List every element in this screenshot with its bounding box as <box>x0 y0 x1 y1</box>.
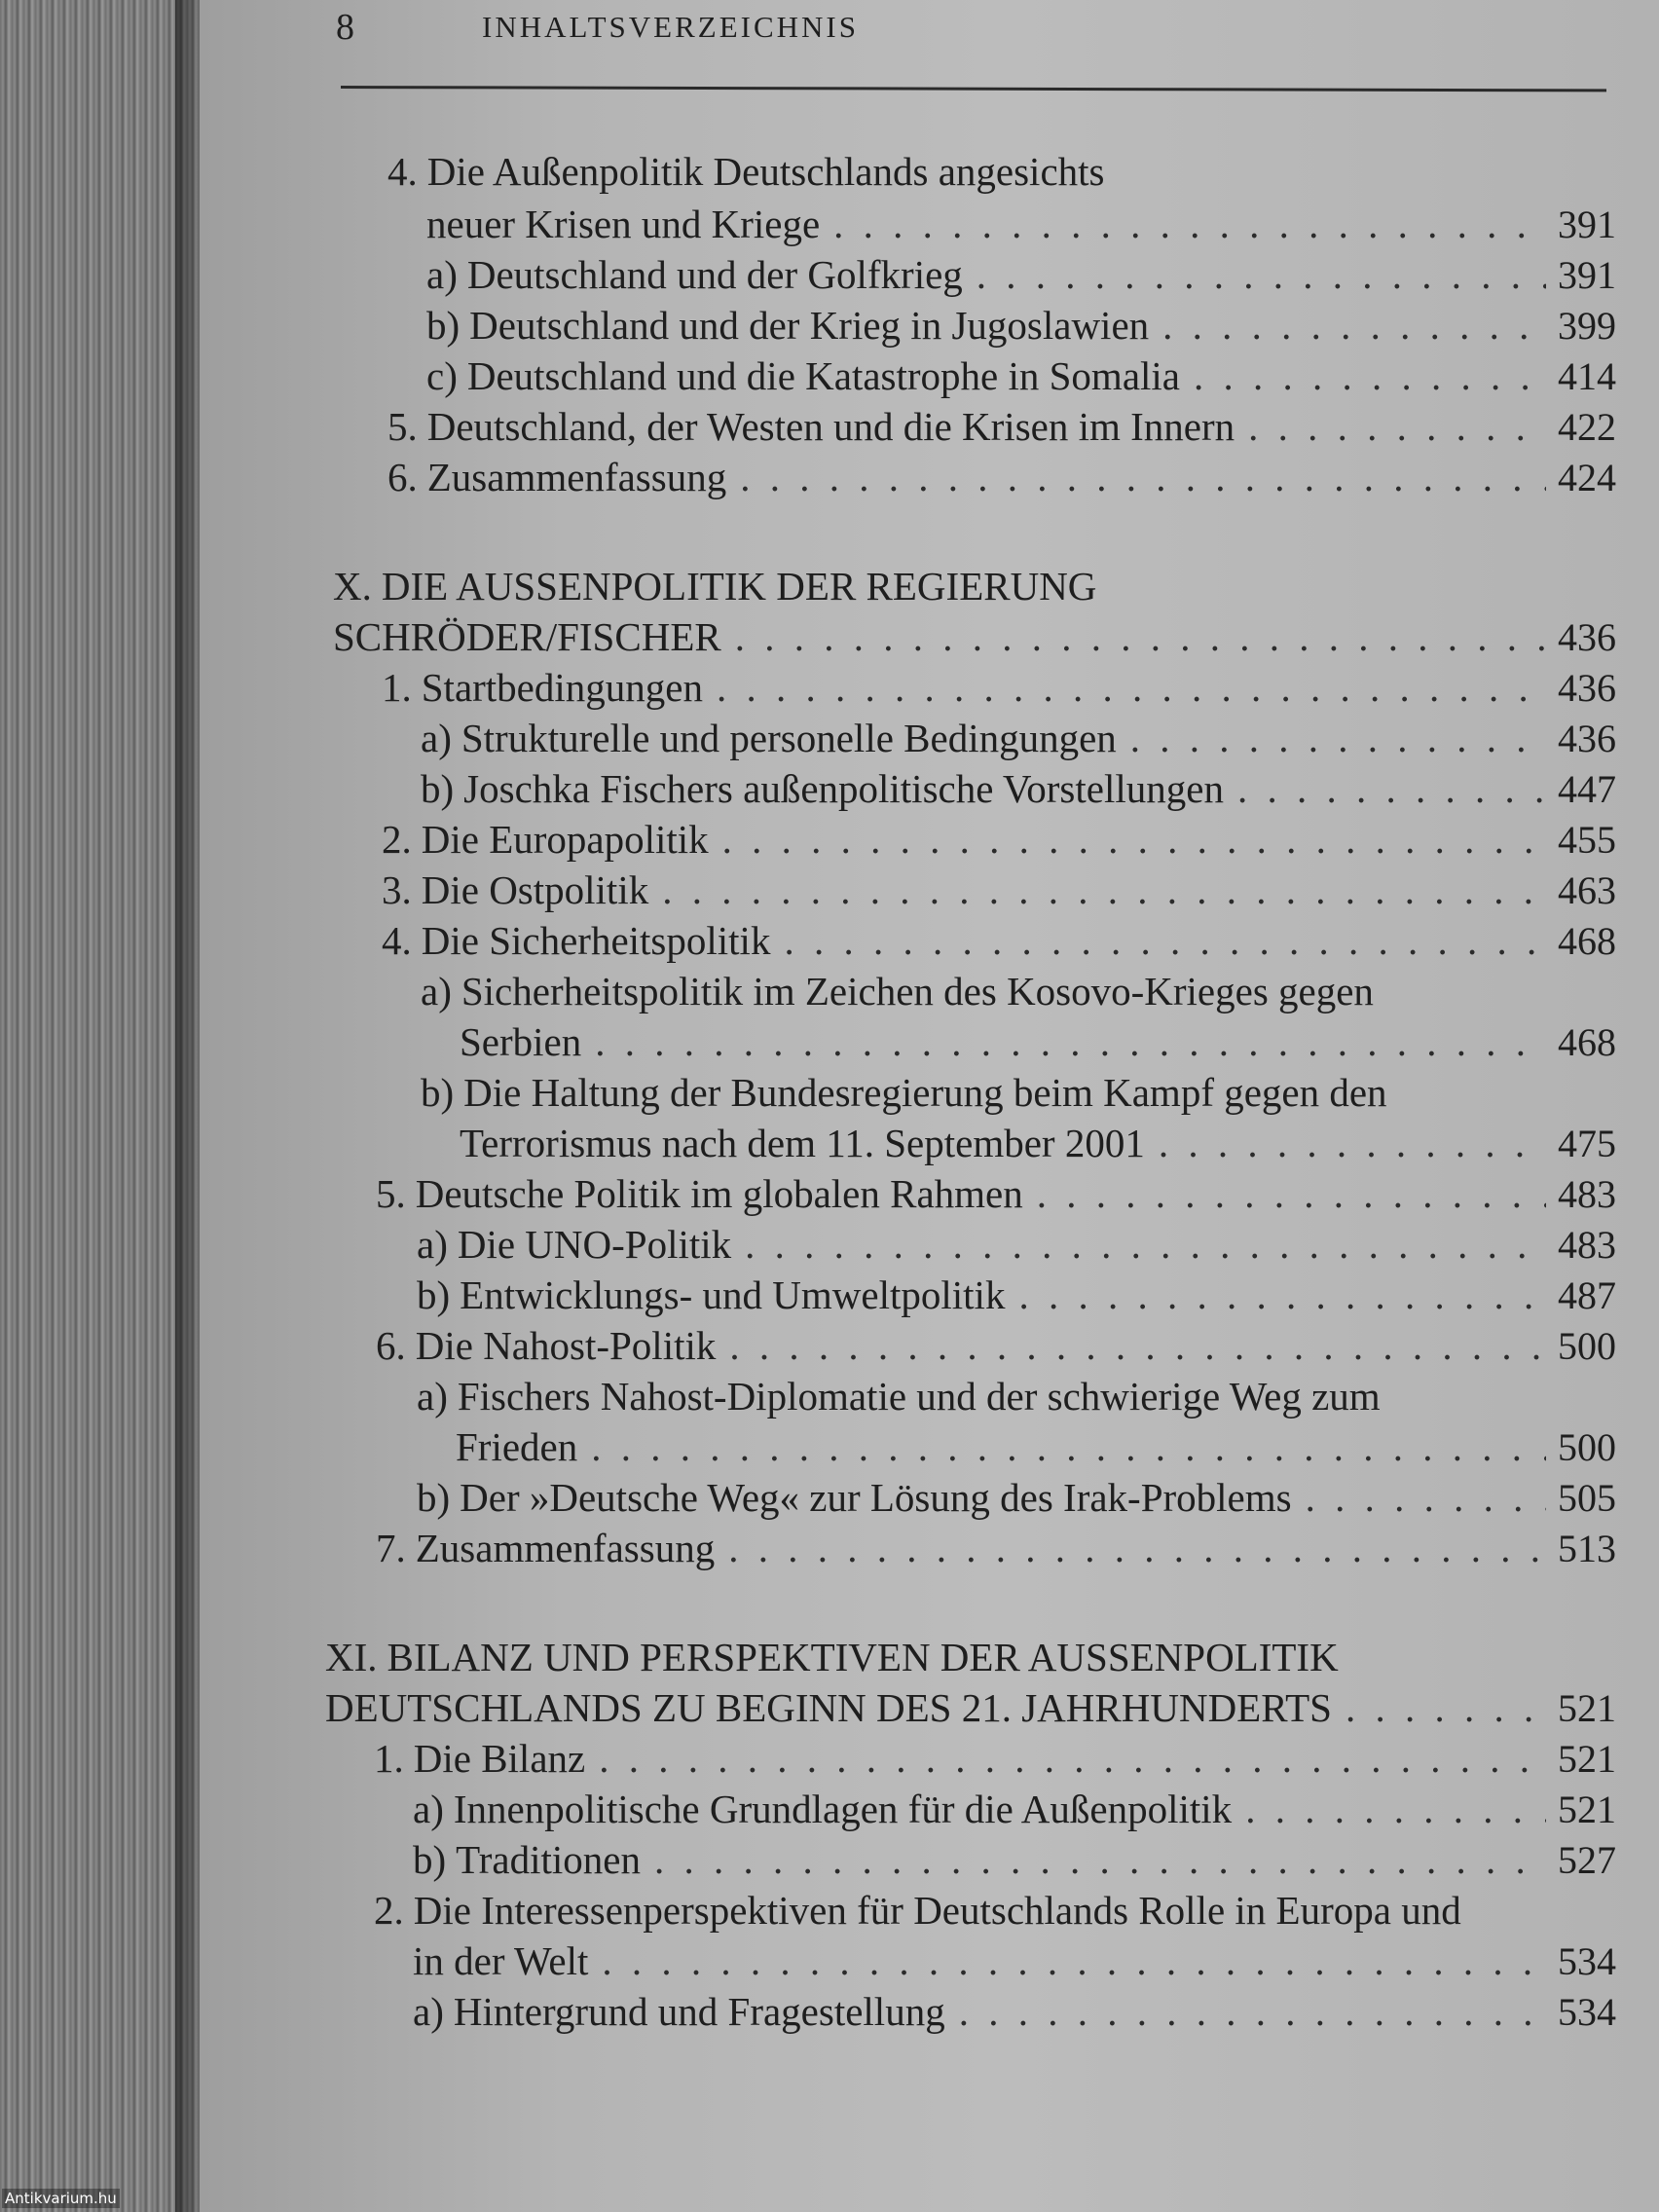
toc-page-number: 414 <box>1558 354 1616 398</box>
dot-leader <box>745 1219 1546 1270</box>
toc-entry <box>460 1118 1616 1168</box>
toc-page-number: 455 <box>1558 818 1616 862</box>
dot-leader <box>784 915 1546 966</box>
dot-leader <box>595 1016 1546 1067</box>
toc-entry-number: 4. <box>382 918 412 963</box>
toc-entry <box>413 1834 1616 1885</box>
dot-leader <box>729 1320 1546 1371</box>
dot-leader <box>1018 1270 1546 1320</box>
toc-entry-number: a) <box>417 1374 448 1419</box>
dot-leader <box>740 452 1546 502</box>
toc-entry-title: Sicherheitspolitik im Zeichen des Kosovo-Krieges gegen <box>461 969 1374 1014</box>
toc-entry-number: 3. <box>382 867 412 912</box>
toc-entry-title: Hintergrund und Fragestellung <box>453 1989 945 2034</box>
toc-entry-number: a) <box>417 1222 448 1267</box>
dot-leader <box>717 662 1546 713</box>
toc-entry <box>382 915 1616 966</box>
toc-page-number: 391 <box>1558 253 1616 297</box>
dot-leader <box>1306 1472 1546 1523</box>
toc-entry-title: Zusammenfassung <box>415 1526 716 1570</box>
toc-page-number: 436 <box>1558 666 1616 710</box>
toc-entry-title: neuer Krisen und Kriege <box>426 202 821 246</box>
toc-entry-title: Die Europapolitik <box>421 817 709 862</box>
toc-entry-number: b) <box>417 1272 451 1317</box>
toc-entry <box>426 350 1616 401</box>
toc-page-number: 475 <box>1558 1122 1616 1165</box>
toc-entry <box>413 1784 1616 1834</box>
dot-leader <box>722 814 1546 865</box>
toc-page-number: 527 <box>1558 1838 1616 1882</box>
toc-entry-title: Traditionen <box>456 1837 641 1882</box>
dot-leader <box>1130 713 1546 763</box>
toc-entry-number: 2. <box>374 1888 404 1933</box>
toc-entry-number: a) <box>421 716 452 760</box>
toc-entry-title: DIE AUSSENPOLITIK DER REGIERUNG <box>381 564 1097 608</box>
toc-page-number: 463 <box>1558 868 1616 912</box>
dot-leader <box>1037 1168 1546 1219</box>
dot-leader <box>1194 350 1546 401</box>
toc-entry-title: Strukturelle und personelle Bedingungen <box>461 716 1117 760</box>
toc-entry-number: b) <box>413 1837 447 1882</box>
toc-page-number: 500 <box>1558 1324 1616 1368</box>
toc-entry-number: X. <box>333 564 372 608</box>
background-book-edges <box>0 0 204 2212</box>
toc-entry-number: 6. <box>387 455 418 499</box>
dot-leader <box>602 1936 1546 1986</box>
dot-leader <box>1237 763 1546 814</box>
toc-entry-number: b) <box>421 1070 455 1115</box>
toc-entry <box>333 611 1616 662</box>
toc-entry <box>460 1016 1616 1067</box>
toc-entry-number: 5. <box>376 1171 406 1216</box>
toc-entry <box>374 1733 1616 1784</box>
toc-page-number: 483 <box>1558 1223 1616 1267</box>
toc-entry-number: 1. <box>374 1736 404 1781</box>
toc-entry <box>421 966 1616 1016</box>
toc-entry <box>387 401 1616 452</box>
toc-entry <box>456 1421 1616 1472</box>
dot-leader <box>1159 1118 1546 1168</box>
toc-entry-number: 1. <box>382 665 412 710</box>
dot-leader <box>591 1421 1546 1472</box>
toc-entry-number: a) <box>413 1989 444 2034</box>
toc-page-number: 521 <box>1558 1788 1616 1831</box>
toc-entry <box>376 1320 1616 1371</box>
page-number: 8 <box>336 7 354 48</box>
toc-entry-title: Serbien <box>460 1019 582 1064</box>
toc-page-number: 534 <box>1558 1939 1616 1983</box>
toc-entry <box>374 1885 1616 1936</box>
toc-page-number: 468 <box>1558 919 1616 963</box>
toc-entry-title: Entwicklungs- und Umweltpolitik <box>460 1272 1006 1317</box>
toc-entry-number: 5. <box>387 404 418 449</box>
toc-entry-title: SCHRÖDER/FISCHER <box>333 614 721 659</box>
toc-entry <box>413 1986 1616 2037</box>
toc-page-number: 424 <box>1558 456 1616 499</box>
toc-entry <box>413 1936 1616 1986</box>
toc-entry-number: 2. <box>382 817 412 862</box>
dot-leader <box>959 1986 1546 2037</box>
toc-entry-number: XI. <box>325 1635 378 1679</box>
toc-page-number: 483 <box>1558 1172 1616 1216</box>
dot-leader <box>833 199 1546 249</box>
toc-entry <box>376 1168 1616 1219</box>
toc-entry <box>417 1472 1616 1523</box>
toc-page-number: 447 <box>1558 767 1616 811</box>
toc-page-number: 513 <box>1558 1527 1616 1570</box>
toc-entry <box>421 763 1616 814</box>
toc-entry <box>421 1067 1616 1118</box>
toc-entry-title: Die Interessenperspektiven für Deutschlands Rolle in Europa und <box>413 1888 1461 1933</box>
toc-entry-number: 4. <box>387 149 418 194</box>
toc-entry-number: 7. <box>376 1526 406 1570</box>
toc-page-number: 500 <box>1558 1425 1616 1469</box>
toc-entry <box>387 146 1616 197</box>
toc-page-number: 521 <box>1558 1737 1616 1781</box>
toc-entry-title: Die Sicherheitspolitik <box>421 918 771 963</box>
toc-entry <box>376 1523 1616 1573</box>
toc-entry <box>382 814 1616 865</box>
toc-page-number: 436 <box>1558 615 1616 659</box>
toc-entry-title: Joschka Fischers außenpolitische Vorstellungen <box>463 766 1224 811</box>
watermark: Antikvarium.hu <box>2 2189 120 2208</box>
dot-leader <box>662 865 1546 915</box>
toc-entry-title: Frieden <box>456 1424 578 1469</box>
toc-entry <box>426 249 1616 300</box>
toc-entry-title: Die Außenpolitik Deutschlands angesichts <box>426 149 1105 194</box>
toc-entry <box>417 1219 1616 1270</box>
dot-leader <box>654 1834 1546 1885</box>
toc-page-number: 399 <box>1558 304 1616 348</box>
dot-leader <box>1248 401 1546 452</box>
toc-entry-number: c) <box>426 353 458 398</box>
toc-entry <box>325 1632 1616 1682</box>
toc-entry-title: Deutschland und der Golfkrieg <box>466 252 963 297</box>
toc-entry-title: Innenpolitische Grundlagen für die Außenpolitik <box>453 1787 1233 1831</box>
toc-entry-number: a) <box>421 969 452 1014</box>
toc-page-number: 534 <box>1558 1990 1616 2034</box>
toc-entry-title: Die Ostpolitik <box>421 867 649 912</box>
toc-entry-number: b) <box>421 766 455 811</box>
toc-entry <box>426 199 1616 249</box>
toc-page-number: 505 <box>1558 1476 1616 1520</box>
toc-entry-title: Fischers Nahost-Diplomatie und der schwierige Weg zum <box>457 1374 1381 1419</box>
toc-page-number: 487 <box>1558 1273 1616 1317</box>
toc-entry-title: Zusammenfassung <box>426 455 727 499</box>
toc-entry-title: in der Welt <box>413 1938 589 1983</box>
dot-leader <box>1245 1784 1546 1834</box>
dot-leader <box>1346 1682 1546 1733</box>
toc-entry <box>417 1270 1616 1320</box>
toc-page-number: 422 <box>1558 405 1616 449</box>
toc-page-number: 436 <box>1558 717 1616 760</box>
toc-entry-title: Die Haltung der Bundesregierung beim Kampf gegen den <box>463 1070 1387 1115</box>
toc-entry <box>387 452 1616 502</box>
running-head: INHALTSVERZEICHNIS <box>482 10 859 44</box>
toc-entry-title: Startbedingungen <box>421 665 703 710</box>
toc-entry-title: Die Nahost-Politik <box>415 1323 717 1368</box>
dot-leader <box>1162 300 1546 350</box>
toc-page-number: 391 <box>1558 203 1616 246</box>
toc-page-number: 468 <box>1558 1020 1616 1064</box>
toc-entry-title: Deutsche Politik im globalen Rahmen <box>415 1171 1023 1216</box>
toc-entry <box>417 1371 1616 1421</box>
toc-entry-number: a) <box>413 1787 444 1831</box>
toc-entry-title: Deutschland, der Westen und die Krisen im Innern <box>426 404 1235 449</box>
toc-entry-title: Die Bilanz <box>413 1736 586 1781</box>
toc-entry <box>382 865 1616 915</box>
toc-entry-title: Der »Deutsche Weg« zur Lösung des Irak-Problems <box>460 1475 1292 1520</box>
toc-entry-title: Deutschland und der Krieg in Jugoslawien <box>469 303 1150 348</box>
toc-entry <box>333 561 1616 611</box>
toc-entry <box>426 300 1616 350</box>
toc-entry-number: 6. <box>376 1323 406 1368</box>
toc-entry-number: a) <box>426 252 458 297</box>
toc-entry-number: b) <box>426 303 461 348</box>
toc-entry <box>382 662 1616 713</box>
toc-entry-title: Terrorismus nach dem 11. September 2001 <box>460 1121 1145 1165</box>
toc-entry <box>325 1682 1616 1733</box>
toc-entry-title: Die UNO-Politik <box>457 1222 732 1267</box>
toc-entry-title: BILANZ UND PERSPEKTIVEN DER AUSSENPOLITIK <box>387 1635 1339 1679</box>
toc-entry-number: b) <box>417 1475 451 1520</box>
toc-entry-title: DEUTSCHLANDS ZU BEGINN DES 21. JAHRHUNDERTS <box>325 1685 1332 1730</box>
dot-leader <box>977 249 1546 300</box>
toc-entry <box>421 713 1616 763</box>
dot-leader <box>735 611 1546 662</box>
toc-entry-title: Deutschland und die Katastrophe in Somalia <box>466 353 1180 398</box>
dot-leader <box>599 1733 1546 1784</box>
dot-leader <box>728 1523 1546 1573</box>
toc-page-number: 521 <box>1558 1686 1616 1730</box>
